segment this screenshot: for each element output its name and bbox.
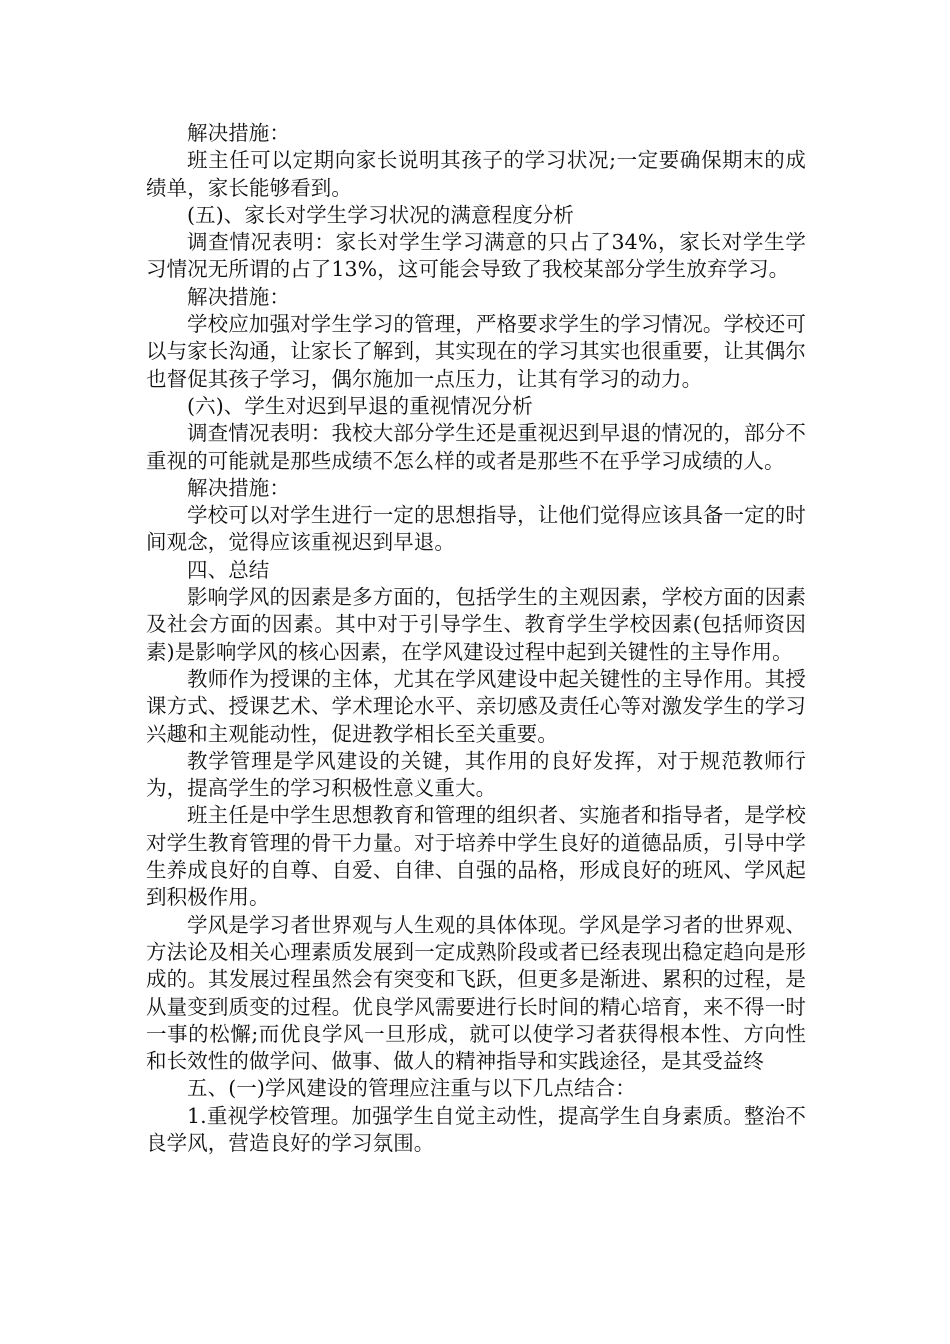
paragraph-text: 学风是学习者世界观与人生观的具体体现。学风是学习者的世界观、方法论及相关心理素质发展到一定成熟阶段或者已经表现出稳定趋向是形成的。其发展过程虽然会有突变和飞跃，但更多是渐进、累积的过程，是从量变到质变的过程。优良学风需要进行长时间的精心培育，来不得一时一事的松懈;而优良学风一旦形成，就可以使学习者获得根本性、方向性和长效性的做学问、做事、做人的精神指导和实践途径，是其受益终 — [146, 912, 806, 1074]
paragraph-text: 学校应加强对学生学习的管理，严格要求学生的学习情况。学校还可以与家长沟通，让家长了解到，其实现在的学习其实也很重要，让其偶尔也督促其孩子学习，偶尔施加一点压力，让其有学习的动力。 — [146, 312, 806, 391]
paragraph-text: 调查情况表明：我校大部分学生还是重视迟到早退的情况的，部分不重视的可能就是那些成绩不怎么样的或者是那些不在乎学习成绩的人。 — [146, 421, 806, 473]
paragraph-text: 1.重视学校管理。加强学生自觉主动性，提高学生自身素质。整治不良学风，营造良好的学习氛围。 — [146, 1103, 806, 1155]
section-heading: (六)、学生对迟到早退的重视情况分析 — [187, 393, 533, 418]
paragraph-text: 教师作为授课的主体，尤其在学风建设中起关键性的主导作用。其授课方式、授课艺术、学术理论水平、亲切感及责任心等对激发学生的学习兴趣和主观能动性，促进教学相长至关重要。 — [146, 666, 806, 746]
heading-solution: 解决措施： — [187, 475, 290, 500]
paragraph-text: 影响学风的因素是多方面的，包括学生的主观因素，学校方面的因素及社会方面的因素。其中对于引导学生、教育学生学校因素(包括师资因素)是影响学风的核心因素，在学风建设过程中起到关键性的主导作用。 — [146, 585, 806, 664]
section-heading: (五)、家长对学生学习状况的满意程度分析 — [187, 202, 574, 227]
heading-solution: 解决措施： — [187, 284, 290, 309]
document-page — [146, 120, 806, 1157]
section-heading: 四、总结 — [187, 557, 270, 582]
paragraph-text: 班主任可以定期向家长说明其孩子的学习状况;一定要确保期末的成绩单，家长能够看到。 — [146, 148, 806, 200]
paragraph-text: 班主任是中学生思想教育和管理的组织者、实施者和指导者，是学校对学生教育管理的骨干力量。对于培养中学生良好的道德品质，引导中学生养成良好的自尊、自爱、自律、自强的品格，形成良好的班风、学风起到积极作用。 — [146, 803, 806, 910]
heading-solution: 解决措施： — [187, 121, 290, 145]
section-heading: 五、(一)学风建设的管理应注重与以下几点结合： — [187, 1076, 636, 1101]
paragraph-text: 调查情况表明：家长对学生学习满意的只占了34%，家长对学生学习情况无所谓的占了13%，这可能会导致了我校某部分学生放弃学习。 — [146, 230, 806, 282]
paragraph-text: 学校可以对学生进行一定的思想指导，让他们觉得应该具备一定的时间观念，觉得应该重视迟到早退。 — [146, 503, 806, 555]
paragraph-text: 教学管理是学风建设的关键，其作用的良好发挥，对于规范教师行为，提高学生的学习积极性意义重大。 — [146, 748, 806, 801]
